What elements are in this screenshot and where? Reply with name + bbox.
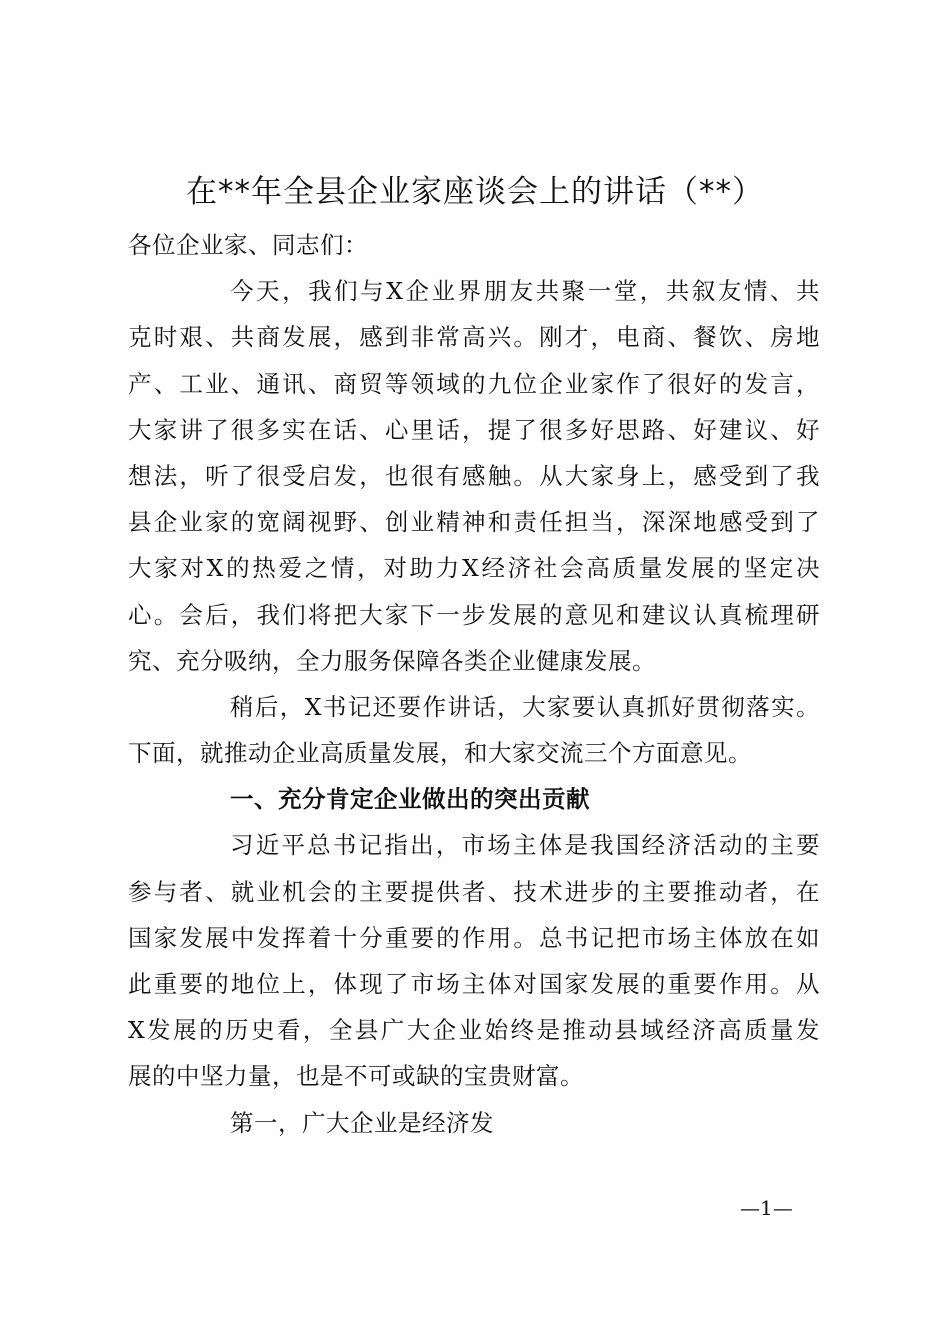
- paragraph-1-line: 想法，听了很受启发，也很有感触。从大家身上，感受到了我: [128, 461, 820, 490]
- paragraph-3-line: 参与者、就业机会的主要提供者、技术进步的主要推动者，在: [128, 877, 820, 906]
- paragraph-3-line: X发展的历史看，全县广大企业始终是推动县域经济高质量发: [128, 1016, 820, 1045]
- paragraph-2-line: 下面，就推动企业高质量发展，和大家交流三个方面意见。: [128, 739, 752, 768]
- paragraph-3-line: 展的中坚力量，也是不可或缺的宝贵财富。: [128, 1062, 584, 1091]
- paragraph-1-line: 大家讲了很多实在话、心里话，提了很多好思路、好建议、好: [128, 415, 820, 444]
- page-number: —1—: [740, 1196, 793, 1220]
- paragraph-1-line: 产、工业、通讯、商贸等领域的九位企业家作了很好的发言，: [128, 369, 820, 398]
- paragraph-2-line: 稍后，X书记还要作讲话，大家要认真抓好贯彻落实。: [230, 692, 820, 721]
- paragraph-4-line: 第一，广大企业是经济发: [230, 1108, 494, 1137]
- paragraph-1-line: 心。会后，我们将把大家下一步发展的意见和建议认真梳理研: [128, 600, 820, 629]
- paragraph-1-line: 县企业家的宽阔视野、创业精神和责任担当，深深地感受到了: [128, 508, 820, 537]
- paragraph-3-line: 此重要的地位上，体现了市场主体对国家发展的重要作用。从: [128, 970, 820, 998]
- document-title: 在**年全县企业家座谈会上的讲话（**）: [186, 174, 764, 210]
- paragraph-1-line: 今天，我们与X企业界朋友共聚一堂，共叙友情、共: [230, 277, 820, 306]
- paragraph-1-line: 大家对X的热爱之情，对助力X经济社会高质量发展的坚定决: [128, 554, 820, 583]
- paragraph-3-line: 国家发展中发挥着十分重要的作用。总书记把市场主体放在如: [128, 923, 820, 952]
- paragraph-1-line: 究、充分吸纳，全力服务保障各类企业健康发展。: [128, 646, 656, 675]
- salutation: 各位企业家、同志们：: [128, 231, 368, 259]
- document-body: [128, 222, 820, 1146]
- paragraph-3-line: 习近平总书记指出，市场主体是我国经济活动的主要: [230, 831, 820, 860]
- paragraph-1-line: 克时艰、共商发展，感到非常高兴。刚才，电商、餐饮、房地: [128, 323, 820, 352]
- section-heading-1: 一、充分肯定企业做出的突出贡献: [230, 785, 590, 814]
